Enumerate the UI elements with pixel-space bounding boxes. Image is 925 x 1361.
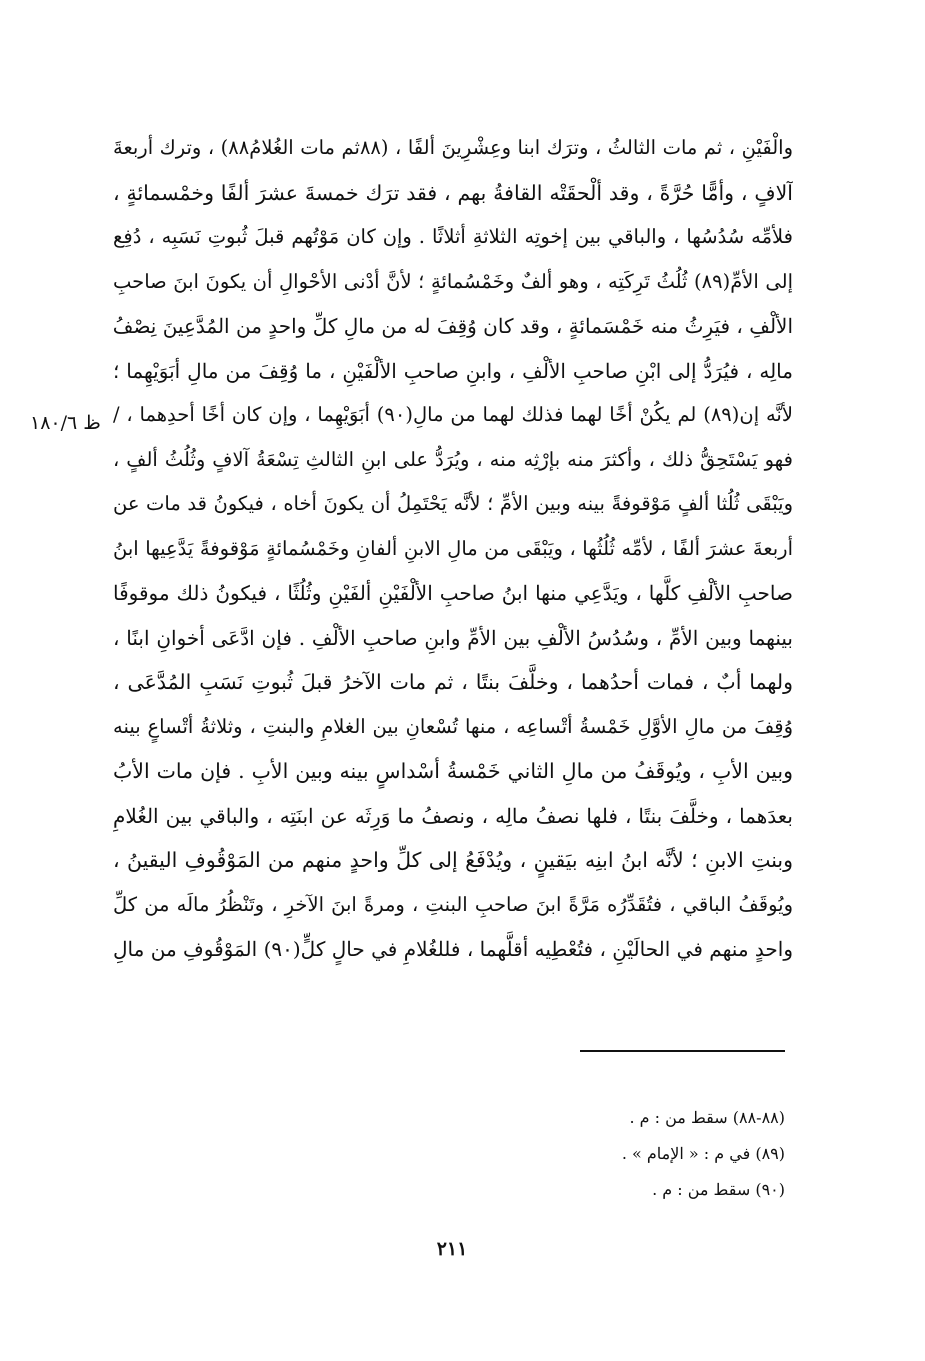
text-line: وبين الأبِ ، ويُوقَفُ من مالِ الثاني خَمْسةُ أسْداسٍ بينه وبين الأبِ . فإن مات الأبُ bbox=[113, 759, 793, 783]
footnotes bbox=[285, 1100, 785, 1208]
text-line: فلأمِّه سُدُسُها ، والباقي بين إخوتِه الثلاثةِ أثلاثًا . وإن كان مَوْتُهم قبلَ ثُبوتِ نَسَبِه ، دُفِع bbox=[113, 225, 793, 248]
text-line: أربعةَ عشرَ ألفًا ، لأمِّه ثُلُثُها ، ويَبْقَى من مالِ الابنِ ألفانِ وخَمْسُمائةٍ مَوْقوفةً يَدَّعِيها ابنُ bbox=[113, 536, 793, 560]
text-line: ويُوقَفُ الباقي ، فتُقَدِّرُه مَرَّةً ابنَ صاحبِ البنتِ ، ومرةً ابنَ الآخرِ ، وتَنْظُرُ مالَه من كلِّ bbox=[113, 892, 793, 916]
text-line: إلى الأمِّ(٨٩) ثُلُثُ تَرِكَتِه ، وهو ألفٌ وخَمْسُمائةٍ ؛ لأنَّ أدْنى الأحْوالِ أن يكونَ ابنَ صاحبِ bbox=[113, 269, 793, 293]
footnote: (٨٩) في م : « الإمام » . bbox=[621, 1144, 785, 1163]
text-line: وبنتِ الابنِ ؛ لأنَّه ابنُ ابنِه بيَقينٍ ، ويُدْفَعُ إلى كلِّ واحدٍ منهم من المَوْقُوفِ اليقينُ ، bbox=[113, 848, 793, 872]
text-line: ويَبْقَى ثُلُثا ألفٍ مَوْقوفةً بينه وبين الأمِّ ؛ لأنَّه يَحْتَمِلُ أن يكونَ أخاه ، فيكونُ قد مات عن bbox=[113, 492, 793, 515]
text-line: بينهما وبين الأمِّ ، وسُدُسُ الألْفِ بين الأمِّ وابنِ صاحبِ الألْفِ . فإن ادَّعَى أخوانِ ابنًا ، bbox=[113, 625, 793, 650]
text-line: واحدٍ منهم في الحالَيْنِ ، فتُعْطِيه أقلَّهما ، فللغُلامِ في حالٍ كلٍّ(٩٠) المَوْقُوفِ من مالِ bbox=[113, 937, 793, 961]
text-line: الألْفِ ، فيَرِثُ منه خَمْسَمائةٍ ، وقد كان وُقِفَ له من مالِ كلِّ واحدٍ من المُدَّعِينَ نِصْفُ bbox=[113, 314, 793, 338]
footnote-divider bbox=[580, 1050, 785, 1052]
text-line: ولهما أبٌ ، فمات أحدُهما ، وخلَّفَ بنتًا ، ثم مات الآخرُ قبلَ ثُبوتِ نَسَبِ المُدَّعَى ، bbox=[113, 670, 793, 694]
text-line: وُقِفَ من مالِ الأوَّلِ خَمْسةُ أتْساعِه ، منها تُسْعانِ بين الغلامِ والبنتِ ، وثلاثةُ أتْساعٍ بينه bbox=[113, 714, 793, 738]
text-line: بعدَهما ، وخلَّفَ بنتًا ، فلها نصفُ مالِه ، ونصفُ ما وَرِثَه عن ابنَتِه ، والباقي بين الغُلامِ bbox=[113, 803, 793, 828]
text-line: صاحبِ الألْفِ كلَّها ، ويَدَّعِي منها ابنُ صاحبِ الألْفَيْنِ ألفَيْنِ وثُلُثًا ، فيكونُ ذلك موقوفًا bbox=[113, 581, 793, 605]
text-line: مالِه ، فيُرَدُّ إلى ابْنِ صاحبِ الألْفِ ، وابنِ صاحبِ الألْفَيْنِ ، ما وُقِفَ من مالِ أبَوَيْهِما ؛ bbox=[113, 358, 793, 383]
text-line: والْفَيْنِ ، ثم مات الثالثُ ، وترَك ابنا وعِشْرِينَ ألفًا ، (٨٨ثم مات الغُلامُ٨٨) ، وترك أربعةَ bbox=[113, 136, 793, 159]
margin-folio-reference: ظ ١٨٠/٦ bbox=[30, 412, 101, 434]
main-text bbox=[113, 126, 793, 972]
footnote: (٩٠) سقط من : م . bbox=[652, 1180, 785, 1199]
text-line: فهو يَسْتَحِقُّ ذلك ، وأكثرَ منه بإرْثِه منه ، ويُرَدُّ على ابنِ الثالثِ تِسْعَةُ آلافٍ وثُلُثُ ألفٍ ، bbox=[113, 447, 793, 471]
footnote: (٨٨-٨٨) سقط من : م . bbox=[629, 1108, 785, 1127]
text-line: لأنَّه إن(٨٩) لم يكُنْ أخًا لهما فذلك لهما من مالِ(٩٠) أبَوَيْهِما ، وإن كان أخًا أحدِهما ، / bbox=[113, 403, 793, 426]
page-number: ٢١١ bbox=[436, 1238, 468, 1260]
text-line: آلافٍ ، وأمًّا حُرَّةً ، وقد ألْحقَتْه القافةُ بهم ، فقد ترَك خمسةَ عشرَ ألفًا وخمْسمائةٍ ، bbox=[113, 180, 793, 205]
